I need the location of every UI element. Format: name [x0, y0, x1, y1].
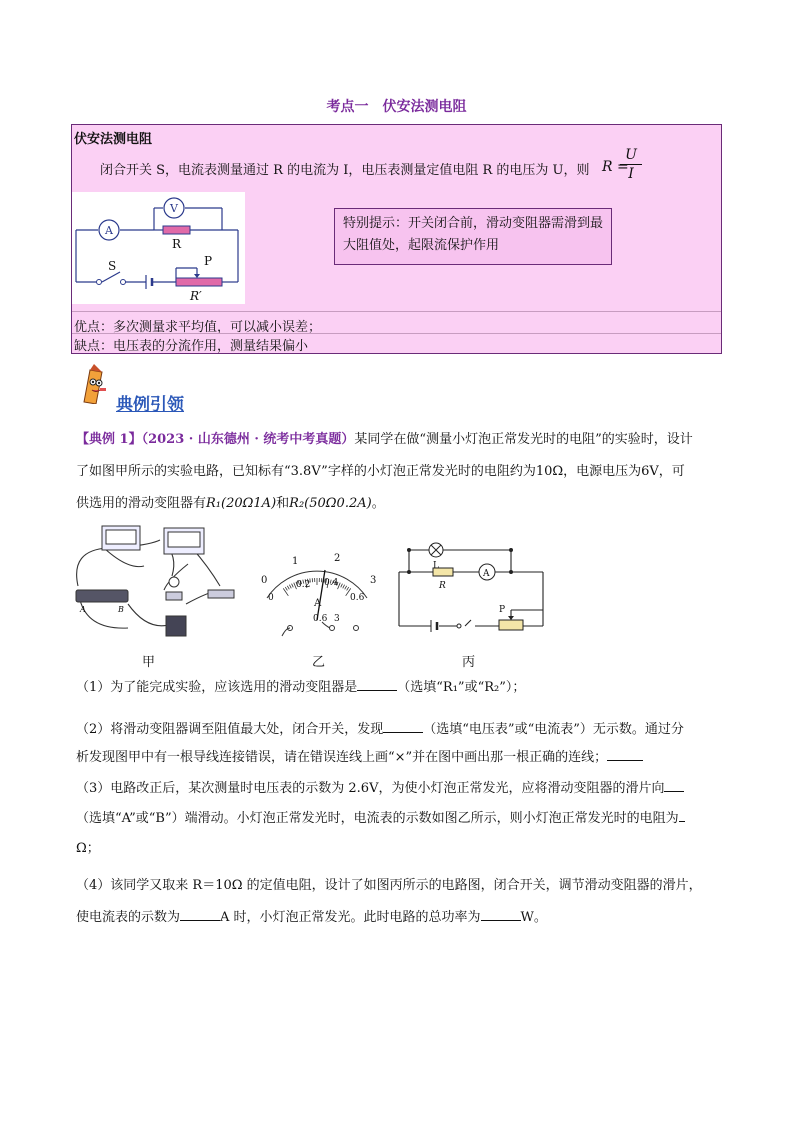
figure-jia-circuit	[68, 520, 248, 644]
slider-bing-label: P	[499, 605, 506, 615]
example-source: （2023 · 山东德州 · 统考中考真题）	[141, 432, 355, 447]
meter-top-3: 3	[370, 575, 377, 586]
pencil-mascot-icon	[78, 364, 112, 404]
meter-tick	[289, 585, 291, 589]
rheostat-r2: R₂(50Ω0.2A)	[289, 496, 372, 511]
meter-tick	[283, 588, 288, 595]
switch-label: S	[108, 259, 117, 273]
meter-tick	[345, 586, 347, 589]
svg-text:A: A	[80, 605, 86, 614]
question-4: （4）该同学又取来 R＝10Ω 的定值电阻，设计了如图丙所示的电路图，闭合开关，调节滑动变阻器的滑片， 使电流表的示数为 A 时，小灯泡正常发光。此时电路的总功率为 W。	[76, 878, 702, 925]
question-3: （3）电路改正后，某次测量时电压表的示数为 2.6V，为使小灯泡正常发光，应将滑动变阻器的滑片向 （选填“A”或“B”）端滑动。小灯泡正常发光时，电流表的示数如图乙所示，则小灯泡正常发光时的电阻为 Ω；	[76, 774, 724, 864]
ammeter-label: A	[105, 224, 113, 237]
special-tip: 特别提示：开关闭合前，滑动变阻器需滑到最大阻值处，起限流保护作用	[334, 208, 612, 265]
formula-lhs: R =	[602, 159, 629, 175]
lamp-label: L	[433, 561, 439, 571]
knowledge-box	[71, 124, 722, 354]
circuit-diagram-box	[72, 192, 245, 304]
example-tag: 【典例 1】	[76, 432, 142, 447]
question-1: （1）为了能完成实验，应该选用的滑动变阻器是 （选填“R₁”或“R₂”）；	[76, 676, 724, 698]
meter-bottom-2: 0.4	[324, 578, 339, 588]
meter-tick	[343, 585, 345, 589]
box-title: 伏安法测电阻	[74, 132, 153, 147]
example-intro: 【典例 1】（2023 · 山东德州 · 统考中考真题）某同学在做“测量小灯泡正常发光时的电阻”的实验时，设计 了如图甲所示的实验电路，已知标有“3.8V”字样的小灯泡正常发光时的电阻约为10Ω，电源电压为6V，可 供选用的滑动变阻器有R₁(20Ω1A)和R₂(50Ω0.2A)。	[76, 432, 693, 511]
question-2: （2）将滑动变阻器调至阻值最大处，闭合开关，发现 （选填“电压表”或“电流表”）无示数。通过分 析发现图甲中有一根导线连接错误，请在错误连线上画“×”并在图中画出那一根正确的连线；	[76, 716, 724, 772]
figure-label-bing: 丙	[462, 655, 476, 670]
rheostat-r1: R₁(20Ω1A)	[206, 496, 277, 511]
figure-yi-meter	[252, 548, 382, 638]
formula-numerator: U	[625, 147, 637, 163]
meter-terminal-3: 3	[334, 614, 340, 624]
meter-terminal-0.6: 0.6	[313, 614, 328, 624]
meter-bottom-3: 0.6	[350, 593, 365, 603]
rheostat-symbol	[176, 278, 222, 286]
voltmeter-label: V	[170, 202, 178, 215]
svg-text:B: B	[118, 605, 124, 614]
slider-label: P	[204, 254, 213, 268]
voltammetry-circuit	[72, 192, 245, 304]
meter-top-0: 0	[261, 575, 268, 586]
figure-bing-circuit	[395, 520, 550, 640]
resistor-r-label: R	[439, 581, 446, 591]
meter-top-2: 2	[334, 553, 341, 564]
figure-label-jia: 甲	[142, 655, 156, 670]
resistor-label: R	[172, 237, 182, 251]
meter-tick	[292, 584, 294, 588]
meter-tick	[287, 586, 289, 589]
disadvantage-text: 缺点：电压表的分流作用，测量结果偏小	[74, 339, 309, 354]
meter-bottom-1: 0.2	[296, 580, 311, 590]
rheostat-label: R′	[190, 289, 202, 303]
resistor-symbol	[163, 226, 190, 234]
advantage-text: 优点：多次测量求平均值，可以减小误差；	[74, 320, 322, 335]
meter-bottom-0: 0	[268, 593, 274, 603]
ammeter-bing-label: A	[483, 569, 490, 579]
rheostat-bing-symbol	[499, 620, 523, 630]
formula-denominator: I	[628, 166, 634, 182]
formula-fraction	[620, 147, 642, 182]
section-heading: 考点一 伏安法测电阻	[326, 99, 467, 115]
box-statement: 闭合开关 S，电流表测量通过 R 的电流为 I，电压表测量定值电阻 R 的电压为 U，则	[100, 163, 590, 178]
figure-label-yi: 乙	[312, 655, 326, 670]
meter-unit: A	[314, 598, 322, 609]
meter-tick	[341, 584, 343, 588]
meter-top-1: 1	[292, 556, 299, 567]
meter-tick	[285, 587, 287, 590]
meter-tick	[347, 587, 349, 590]
examples-header: 典例引领	[116, 395, 184, 415]
